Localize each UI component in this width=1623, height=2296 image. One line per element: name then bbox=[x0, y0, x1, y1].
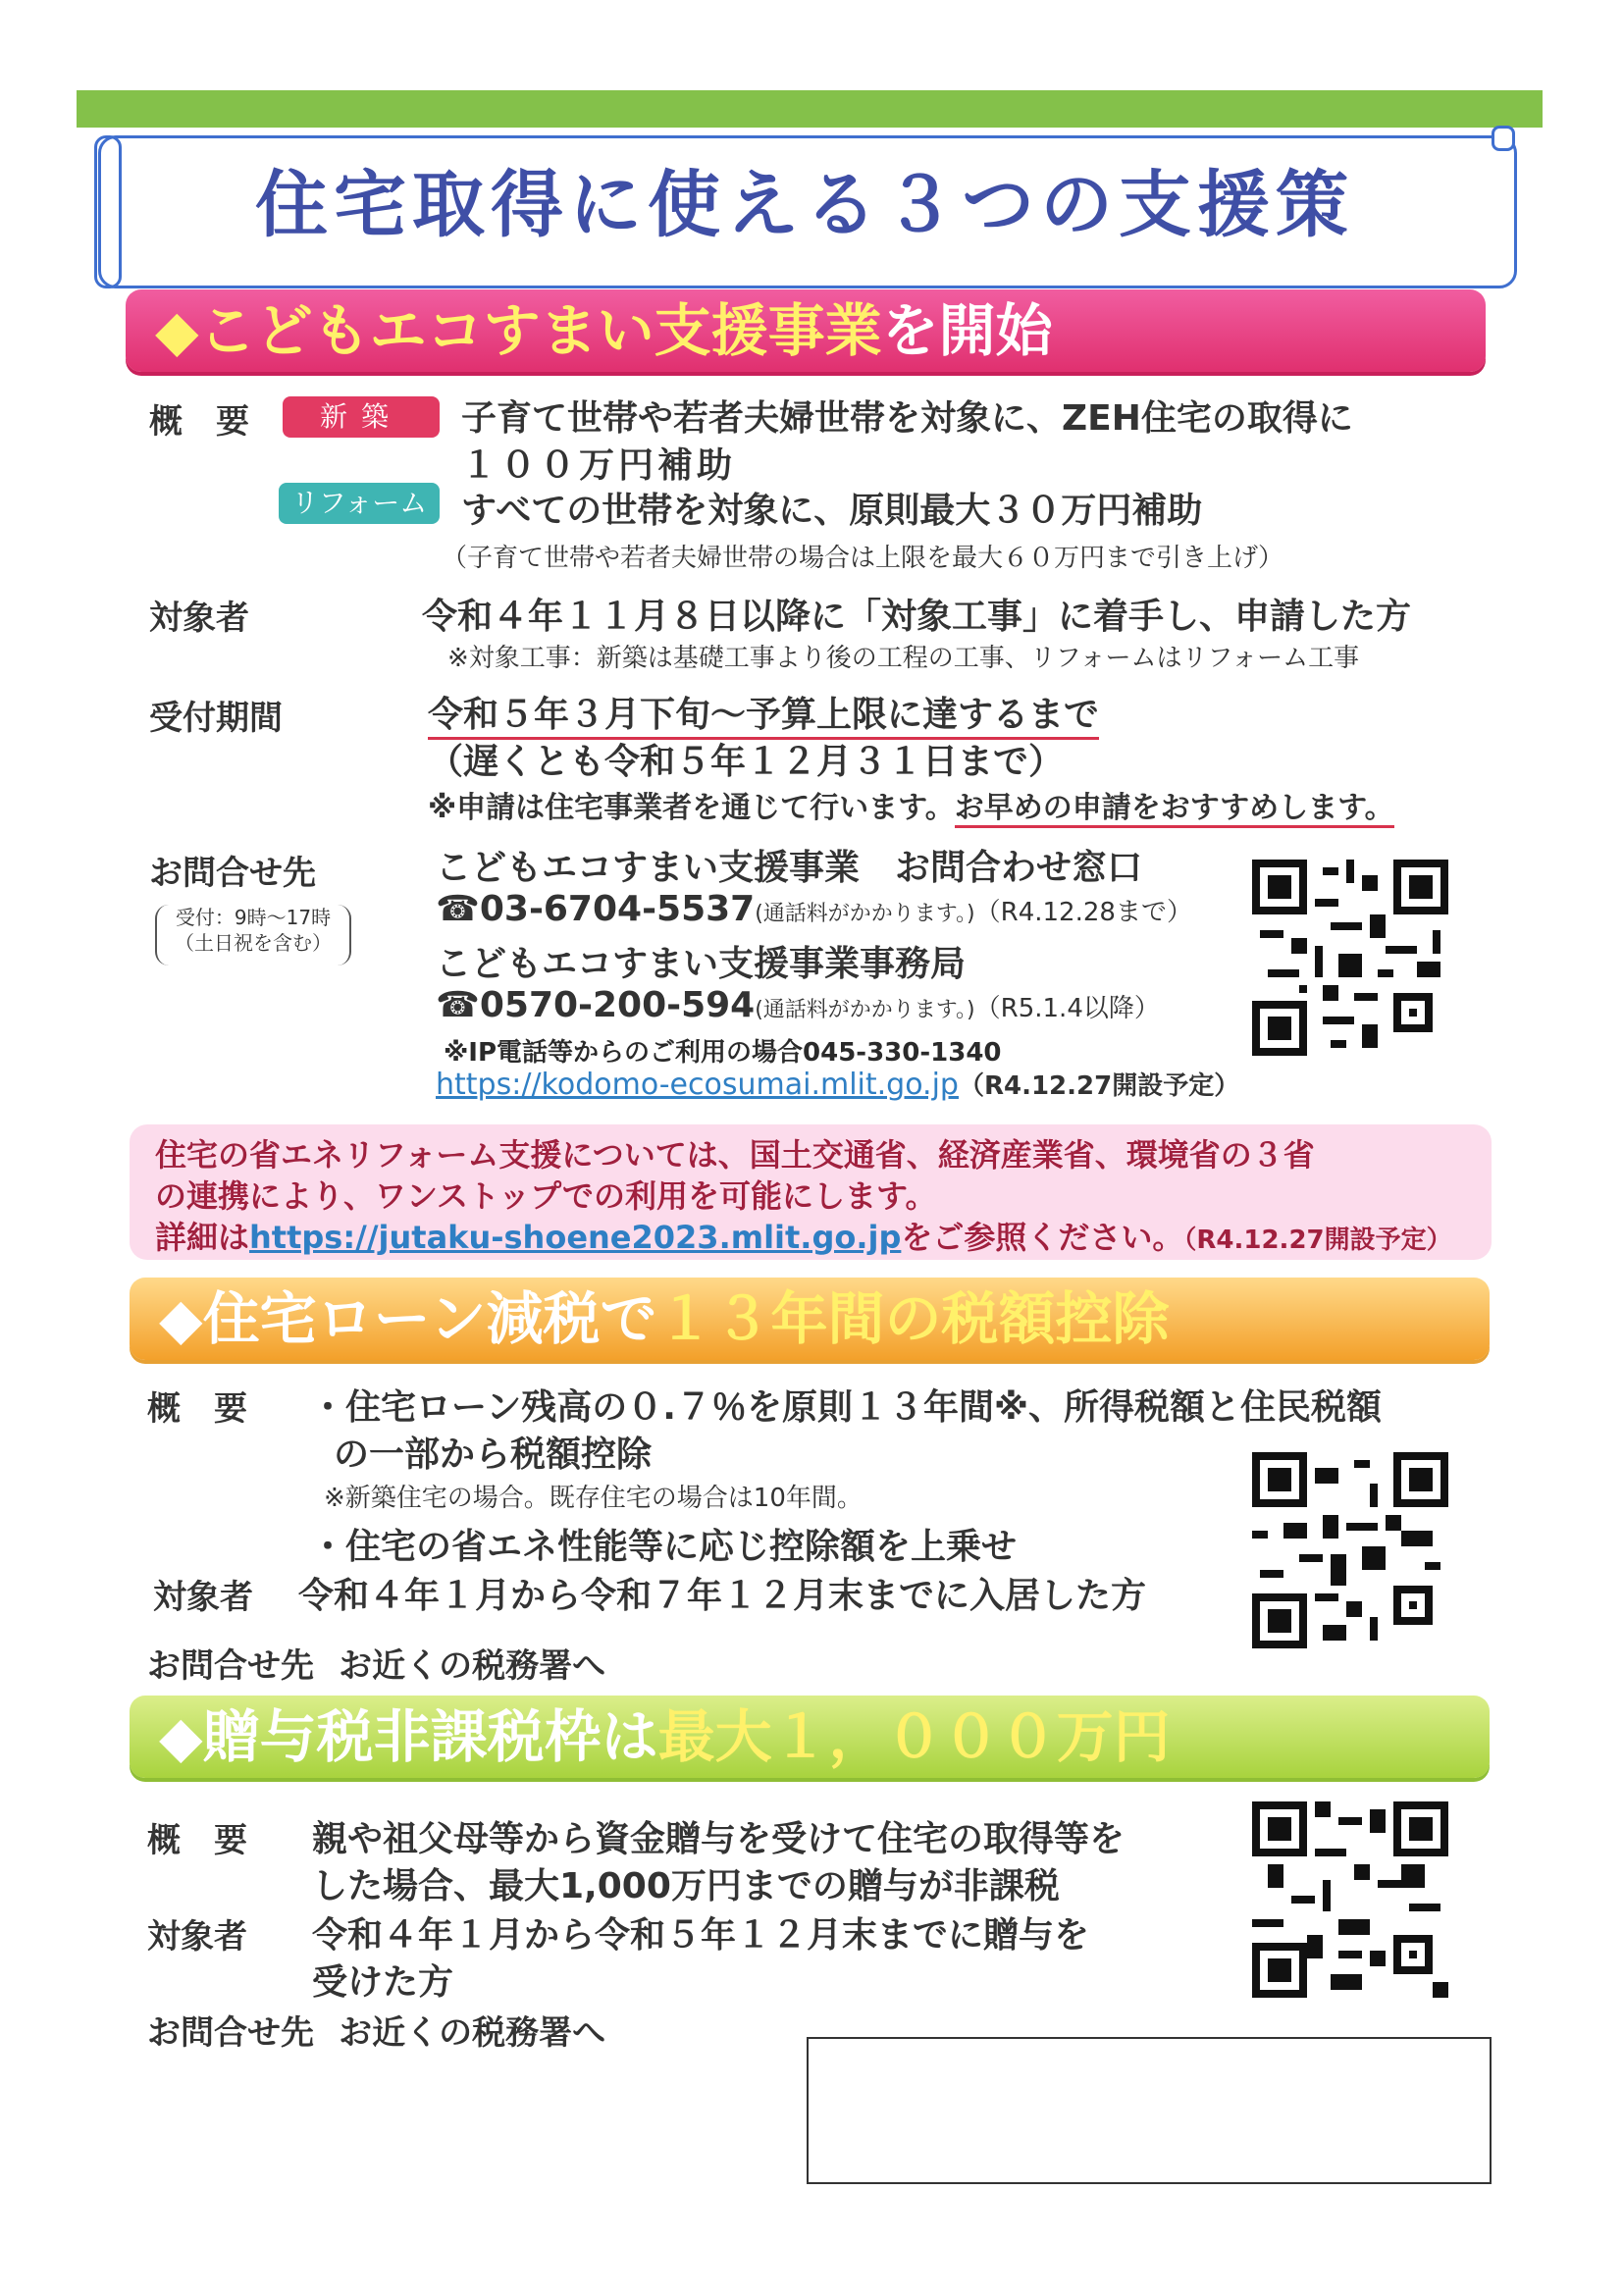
section1-url-link[interactable]: https://kodomo-ecosumai.mlit.go.jp bbox=[436, 1068, 959, 1102]
contact-tel2-period: （R5.1.4以降） bbox=[974, 994, 1160, 1023]
period-note-b: お早めの申請をおすすめします。 bbox=[955, 791, 1394, 828]
qr-code-section2[interactable] bbox=[1252, 1452, 1448, 1648]
top-green-bar bbox=[77, 90, 1543, 128]
section3-target-label: 対象者 bbox=[147, 1917, 247, 1957]
blank-stamp-box bbox=[807, 2037, 1492, 2184]
qr-code-section1[interactable] bbox=[1252, 860, 1448, 1056]
qr-code-icon bbox=[1252, 860, 1448, 1056]
section3-heading bbox=[130, 1696, 1490, 1778]
section3-contact-text: お近くの税務署へ bbox=[339, 2013, 606, 2053]
section1-period-line1: 令和５年３月下旬～予算上限に達するまで bbox=[428, 687, 1099, 740]
section3-heading-main: ◆贈与税非課税枠は bbox=[159, 1703, 658, 1770]
contact-ip-note: ※IP電話等からのご利用の場合045-330-1340 bbox=[444, 1038, 1002, 1068]
section2-contact-label: お問合せ先 bbox=[147, 1646, 314, 1686]
section2-gaiyo-label: 概 要 bbox=[147, 1389, 247, 1429]
section1-target-note: ※対象工事：新築は基礎工事より後の工程の工事、リフォームはリフォーム工事 bbox=[447, 644, 1360, 673]
section2-bullet2: ・住宅の省エネ性能等に応じ控除額を上乗せ bbox=[310, 1527, 1018, 1567]
contact-tel2-row bbox=[436, 985, 1160, 1025]
section1-gaiyo-label: 概 要 bbox=[149, 402, 249, 442]
section2-contact-row bbox=[147, 1639, 605, 1687]
section2-heading bbox=[130, 1278, 1490, 1360]
hours-line1: 受付：9時～17時 bbox=[175, 906, 332, 929]
section2-heading-highlight: １３年間の税額控除 bbox=[656, 1285, 1170, 1352]
contact-tel1-period: （R4.12.28まで） bbox=[974, 898, 1192, 927]
notice-line3-pre: 詳細は bbox=[155, 1219, 250, 1256]
contact-org2: こどもエコすまい支援事業事務局 bbox=[436, 944, 967, 984]
section2-contact-text: お近くの税務署へ bbox=[339, 1646, 606, 1686]
notice-line1: 住宅の省エネリフォーム支援については、国土交通省、経済産業省、環境省の３省 bbox=[155, 1136, 1315, 1174]
section1-url-note: （R4.12.27開設予定） bbox=[958, 1071, 1240, 1101]
section3-gaiyo-line1: 親や祖父母等から資金贈与を受けて住宅の取得等を bbox=[312, 1819, 1126, 1859]
section1-heading bbox=[126, 289, 1486, 372]
section2-bullet1-line1: ・住宅ローン残高の０.７％を原則１３年間※、所得税額と住民税額 bbox=[310, 1387, 1382, 1428]
contact-tel2: ☎0570-200-594 bbox=[436, 985, 756, 1025]
section1-period-note bbox=[428, 783, 1394, 826]
notice-line3 bbox=[155, 1213, 1452, 1258]
notice-line2: の連携により、ワンストップでの利用を可能にします。 bbox=[155, 1177, 937, 1215]
section2-heading-main: ◆住宅ローン減税で bbox=[159, 1285, 657, 1352]
section1-contact-label: お問合せ先 bbox=[149, 854, 316, 893]
tag-new-build: 新築 bbox=[283, 396, 440, 438]
qr-code-section3[interactable] bbox=[1252, 1801, 1448, 1998]
reform-line: すべての世帯を対象に、原則最大３０万円補助 bbox=[461, 491, 1203, 531]
section1-url-row bbox=[436, 1066, 1239, 1102]
notice-line3-post: をご参照ください。 bbox=[901, 1219, 1184, 1256]
section1-target-text: 令和４年１１月８日以降に「対象工事」に着手し、申請した方 bbox=[422, 597, 1412, 637]
contact-tel2-note: (通話料がかかります。) bbox=[755, 998, 975, 1022]
page-title: 住宅取得に使える３つの支援策 bbox=[255, 163, 1354, 247]
section3-contact-row bbox=[147, 2006, 605, 2054]
section1-heading-tail: を開始 bbox=[881, 297, 1053, 364]
notice-url-link[interactable]: https://jutaku-shoene2023.mlit.go.jp bbox=[249, 1219, 902, 1256]
section1-period-label: 受付期間 bbox=[149, 699, 283, 738]
contact-tel1-note: (通話料がかかります。) bbox=[755, 902, 975, 926]
section2-target-label: 対象者 bbox=[153, 1578, 253, 1617]
section3-contact-label: お問合せ先 bbox=[147, 2013, 314, 2053]
new-build-line2: １００万円補助 bbox=[461, 445, 737, 486]
section3-gaiyo-label: 概 要 bbox=[147, 1821, 247, 1860]
section3-target-line1: 令和４年１月から令和５年１２月末までに贈与を bbox=[312, 1915, 1090, 1956]
period-note-a: ※申請は住宅事業者を通じて行います。 bbox=[428, 791, 955, 825]
section2-target-text: 令和４年１月から令和７年１２月末までに入居した方 bbox=[298, 1576, 1147, 1616]
contact-org1: こどもエコすまい支援事業 お問合わせ窓口 bbox=[436, 848, 1143, 888]
section3-gaiyo-line2: した場合、最大1,000万円までの贈与が非課税 bbox=[312, 1866, 1060, 1906]
hours-line2: （土日祝を含む） bbox=[175, 931, 332, 955]
contact-tel1-row bbox=[436, 889, 1192, 929]
notice-line3-note: （R4.12.27開設予定） bbox=[1183, 1226, 1452, 1255]
section1-period-line2: （遅くとも令和５年１２月３１日まで） bbox=[428, 742, 1065, 782]
section2-bullet1-note: ※新築住宅の場合。既存住宅の場合は10年間。 bbox=[324, 1484, 863, 1513]
qr-code-icon bbox=[1252, 1452, 1448, 1648]
section1-target-label: 対象者 bbox=[149, 599, 249, 638]
reform-note: （子育て世帯や若者夫婦世帯の場合は上限を最大６０万円まで引き上げ） bbox=[442, 544, 1284, 573]
section2-bullet1-line2: の一部から税額控除 bbox=[334, 1435, 653, 1475]
section1-heading-main: ◆こどもエコすまい支援事業 bbox=[155, 297, 882, 364]
section3-target-line2: 受けた方 bbox=[312, 1962, 454, 2003]
tag-reform: リフォーム bbox=[279, 483, 440, 524]
contact-tel1: ☎03-6704-5537 bbox=[436, 889, 756, 929]
new-build-line1: 子育て世帯や若者夫婦世帯を対象に、ZEH住宅の取得に bbox=[461, 398, 1353, 439]
qr-code-icon bbox=[1252, 1801, 1448, 1998]
section3-heading-highlight: 最大１，０００万円 bbox=[657, 1703, 1171, 1770]
contact-hours bbox=[155, 905, 351, 965]
